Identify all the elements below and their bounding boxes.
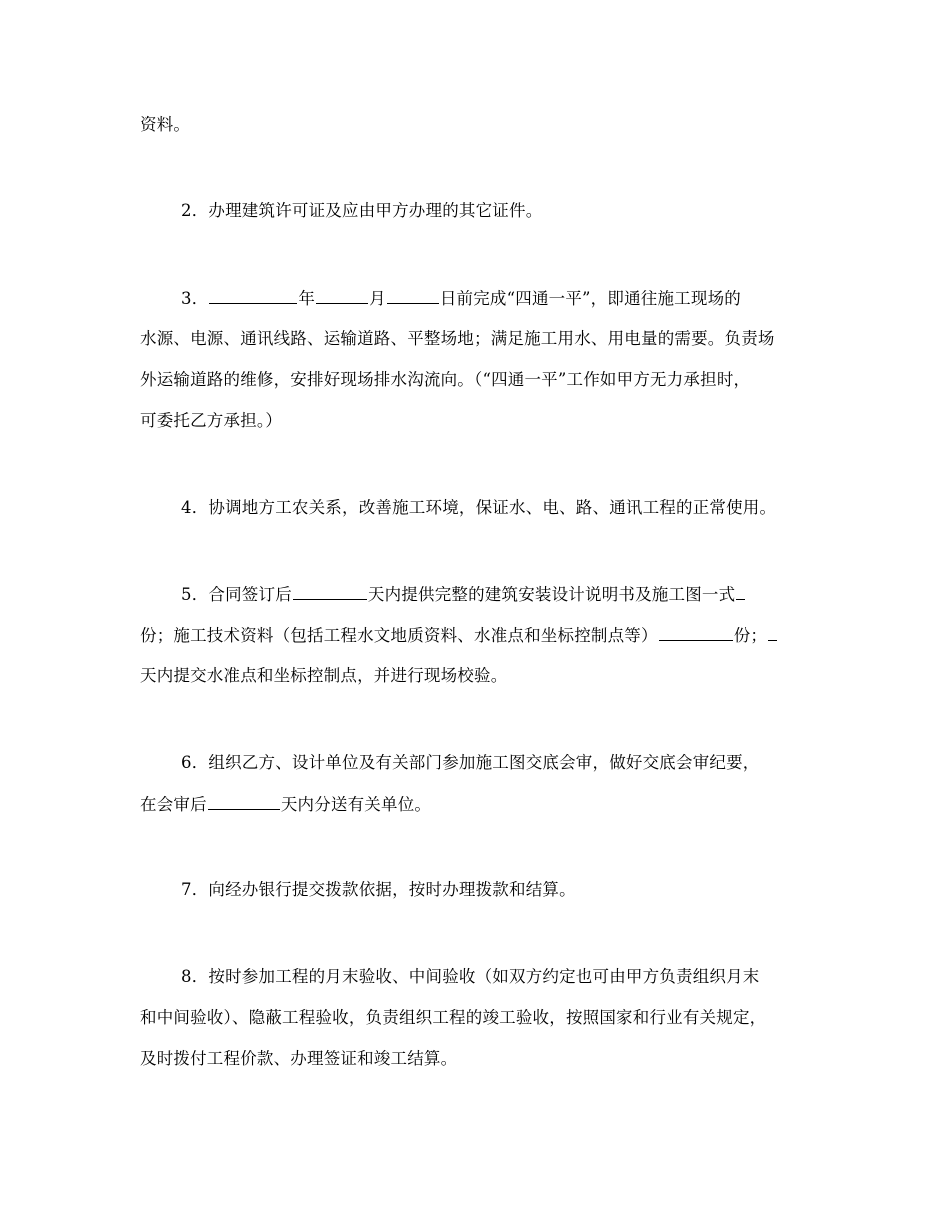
paragraph-8-line-3: 及时拨付工程价款、办理签证和竣工结算。 xyxy=(140,1049,458,1068)
paragraph-5-line-3: 天内提交水准点和坐标控制点，并进行现场校验。 xyxy=(140,666,508,685)
paragraph-3-line-1 xyxy=(181,287,741,310)
copies-blank xyxy=(659,624,733,641)
paragraph-8-line-2: 和中间验收）、隐蔽工程验收，负责组织工程的竣工验收，按照国家和行业有关规定， xyxy=(140,1008,767,1027)
line-text: 日前完成“四通一平”，即通往施工现场的 xyxy=(439,289,741,308)
line-text: 天内提供完整的建筑安装设计说明书及施工图一式 xyxy=(367,585,736,604)
line-text: 在会审后 xyxy=(140,795,207,814)
year-blank xyxy=(209,287,297,304)
month-blank xyxy=(316,287,368,304)
paragraph-2-line-1: 2．办理建筑许可证及应由甲方办理的其它证件。 xyxy=(181,201,543,220)
paragraph-3-line-2: 水源、电源、通讯线路、运输道路、平整场地；满足施工用水、用电量的需要。负责场 xyxy=(140,329,775,348)
line-text: 份；施工技术资料（包括工程水文地质资料、水准点和坐标控制点等） xyxy=(140,626,658,645)
day-blank xyxy=(387,287,439,304)
paragraph-4-line-1: 4．协调地方工农关系，改善施工环境，保证水、电、路、通讯工程的正常使用。 xyxy=(181,498,777,517)
copies-blank xyxy=(736,583,745,600)
clause-number: 3． xyxy=(181,289,209,308)
paragraph-6-line-1: 6．组织乙方、设计单位及有关部门参加施工图交底会审，做好交底会审纪要， xyxy=(181,753,760,772)
paragraph-5-line-2 xyxy=(140,624,778,647)
days-blank xyxy=(768,624,777,641)
line-text: 天内分送有关单位。 xyxy=(280,795,432,814)
paragraph-8-line-1: 8．按时参加工程的月末验收、中间验收（如双方约定也可由甲方负责组织月末 xyxy=(181,967,760,986)
paragraph-6-line-2 xyxy=(140,793,431,816)
paragraph-1-line-1: 资料。 xyxy=(140,115,191,134)
year-label: 年 xyxy=(298,289,316,308)
paragraph-7-line-1: 7．向经办银行提交拨款依据，按时办理拨款和结算。 xyxy=(181,880,576,899)
paragraph-3-line-4: 可委托乙方承担。） xyxy=(140,411,283,430)
line-text: 5．合同签订后 xyxy=(181,585,292,604)
month-label: 月 xyxy=(369,289,386,308)
paragraph-5-line-1 xyxy=(181,583,746,606)
line-text: 份； xyxy=(733,626,768,645)
days-blank xyxy=(208,793,280,810)
paragraph-3-line-3: 外运输道路的维修，安排好现场排水沟流向。（“四通一平”工作如甲方无力承担时， xyxy=(140,370,751,389)
days-blank xyxy=(293,583,367,600)
